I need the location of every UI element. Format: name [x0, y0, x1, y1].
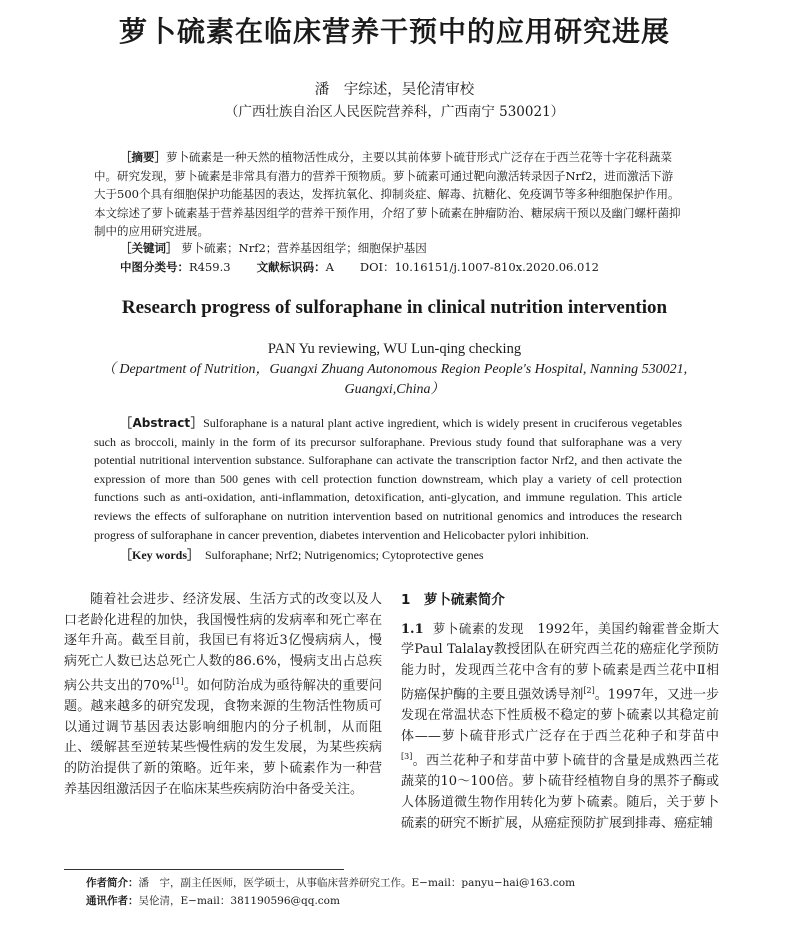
doc-code-value: A	[325, 260, 334, 274]
clc-value: R459.3	[189, 260, 231, 274]
doi-value: 10.16151/j.1007-810x.2020.06.012	[394, 260, 599, 274]
doc-code-label: 文献标识码：	[256, 260, 326, 274]
subsection-1-1	[401, 619, 719, 835]
abstract-en	[94, 414, 682, 544]
footnote-divider	[64, 869, 344, 870]
body-left-text-b: 。如何防治成为亟待解决的重要问题。越来越多的研究发现，食物来源的生物活性物质可以通过调节基因表达影响细胞内的分子机制，从而阻止、缓解甚至逆转某些慢性病的发生发展，为某些疾病的防治提供了新的策略。近年来，萝卜硫素作为一种营养基因组激活因子在临床某些疾病防治中备受关注。	[64, 678, 382, 797]
body-left-text-a: 随着社会进步、经济发展、生活方式的改变以及人口老龄化进程的加快，我国慢性病的发病率和死亡率在逐年升高。截至目前，我国已有将近3亿慢病病人，慢病死亡人数已达总死亡人数的86.6%，慢病支出占总疾病公共支出的70%	[64, 592, 382, 694]
doi-label: DOI：	[359, 260, 395, 274]
abstract-en-text: Sulforaphane is a natural plant active ingredient, which is widely present in cruciferous vegetables such as broccoli, mainly in the form of its precursor sulforaphane. Previous study found that sulforaphane was a very potential nutritional intervention substance. Sulforaphane can activate the transcription factor Nrf2, and then activate the expression of more than 500 genes with cell protection function downstream, which play a variety of cell protection functions such as anti-oxidation, anti-inflammation, detoxification, anti-glycation, and immune regulation. This article reviews the effects of sulforaphane on nutrition intervention based on nutritional genomics and introduces the research progress of sulforaphane in cancer prevention, diabetes intervention and Helicobacter pylori inhibition.	[94, 416, 683, 542]
keywords-en-text: Sulforaphane; Nrf2; Nutrigenomics; Cytoprotective genes	[205, 548, 484, 562]
footnote-author	[86, 875, 575, 891]
abstract-en-label: ［Abstract］	[120, 416, 204, 430]
body-right-text-c: 。西兰花种子和芽苗中萝卜硫苷的含量是成熟西兰花蔬菜的10～100倍。萝卜硫苷经植物自身的黑芥子酶或人体肠道微生物作用转化为萝卜硫素。随后，关于萝卜硫素的研究不断扩展，从癌症预防扩展到排毒、癌症辅	[401, 753, 719, 831]
citation-2[interactable]: [2]	[583, 686, 595, 696]
authors-en: PAN Yu reviewing, WU Lun-qing checking	[267, 341, 522, 357]
abstract-cn-text: 萝卜硫素是一种天然的植物活性成分，主要以其前体萝卜硫苷形式广泛存在于西兰花等十字花科蔬菜中。研究发现，萝卜硫素是非常具有潜力的营养干预物质。萝卜硫素可通过靶向激活转录因子Nrf2，进而激活下游大于500个具有细胞保护功能基因的表达，发挥抗氧化、抑制炎症、解毒、抗糖化、免疫调节等多种细胞保护作用。本文综述了萝卜硫素基于营养基因组学的营养干预作用，介绍了萝卜硫素在肿瘤防治、糖尿病干预以及幽门螺杆菌抑制中的应用研究进展。	[94, 150, 681, 238]
abstract-cn-label: ［摘要］	[120, 150, 166, 164]
footnote-corr-text: 吴伦清，E−mail：381190596@qq.com	[138, 895, 340, 907]
subsection-number: 1.1	[401, 621, 424, 637]
section-heading-1: 1 萝卜硫素简介	[401, 592, 505, 608]
doi-item	[360, 258, 599, 277]
body-right-text-a: 1992年，美国约翰霍普金斯大学Paul Talalay教授团队在研究西兰花的癌症化学预防能力时，发现西兰花中含有的萝卜硫素是西兰花中Ⅱ相防癌保护酶的主要且强效诱导剂	[401, 621, 719, 703]
keywords-en-label: ［Key words］	[120, 548, 199, 562]
affiliation-en-line2: Guangxi,China）	[344, 382, 445, 397]
doc-code-item	[257, 258, 334, 277]
affiliation-en	[0, 360, 789, 400]
body-right-text-b: 。1997年，又进一步发现在常温状态下性质极不稳定的萝卜硫素以其稳定前体——萝卜硫苷形式广泛存在于西兰花种子和芽苗中	[401, 687, 719, 744]
subsection-title: 萝卜硫素的发现	[432, 620, 524, 636]
footnote-corr-label: 通讯作者：	[86, 895, 139, 907]
body-column-right	[401, 590, 719, 834]
abstract-cn	[94, 148, 682, 241]
authors-cn: 潘 宇综述，吴伦清审校	[314, 82, 475, 98]
title-cn: 萝卜硫素在临床营养干预中的应用研究进展	[118, 15, 670, 48]
footnote-author-label: 作者简介：	[86, 877, 139, 889]
citation-3[interactable]: [3]	[401, 752, 413, 762]
footnote-corresponding	[86, 893, 340, 909]
footnote-author-text: 潘 宇，副主任医师，医学硕士，从事临床营养研究工作。E−mail：panyu−hai@163.com	[138, 877, 576, 889]
keywords-cn-label: ［关键词］	[120, 241, 178, 255]
classification-line	[94, 258, 708, 277]
keywords-en	[94, 546, 708, 565]
body-column-left	[64, 590, 382, 800]
citation-1[interactable]: [1]	[172, 677, 184, 687]
keywords-cn	[94, 239, 708, 258]
affiliation-cn: （广西壮族自治区人民医院营养科，广西南宁 530021）	[224, 104, 565, 120]
affiliation-en-line1: （ Department of Nutrition，Guangxi Zhuang Autonomous Region People's Hospital, Nanning 530021,	[101, 362, 688, 377]
clc-item	[120, 258, 231, 277]
keywords-cn-text: 萝卜硫素；Nrf2；营养基因组学；细胞保护基因	[181, 241, 427, 255]
clc-label: 中图分类号：	[120, 260, 189, 274]
title-en: Research progress of sulforaphane in clinical nutrition intervention	[121, 297, 668, 318]
